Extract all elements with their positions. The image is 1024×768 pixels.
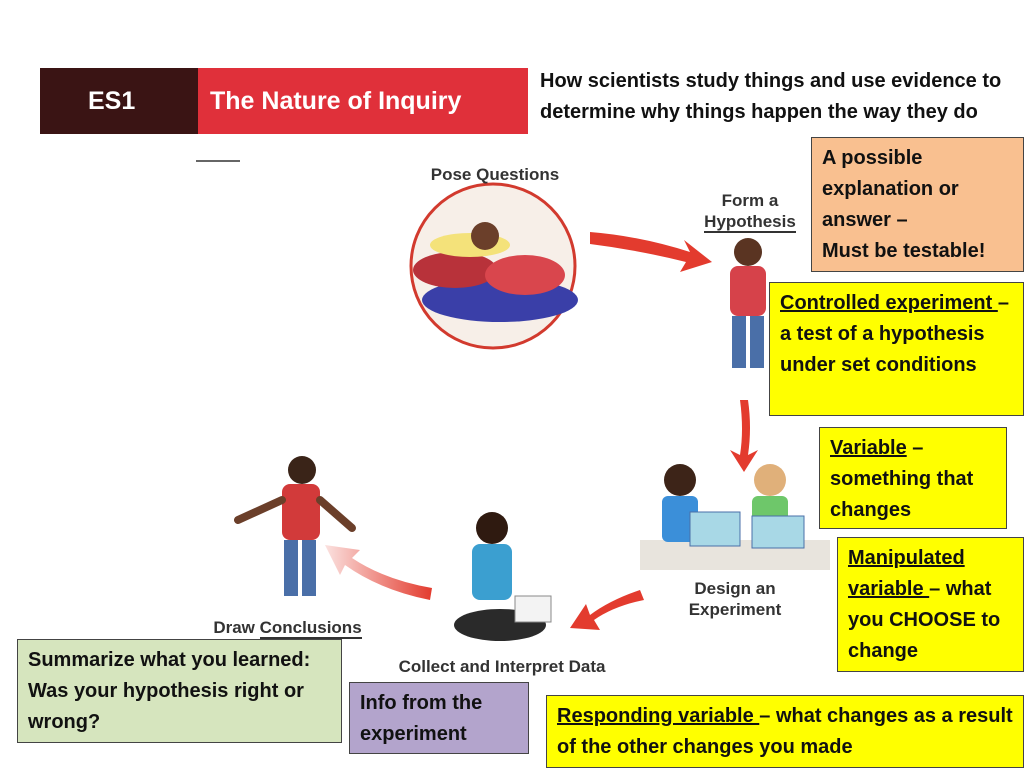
step-draw-word2: Conclusions <box>259 618 362 637</box>
hypothesis-figure <box>730 238 766 368</box>
controlled-experiment-callout <box>769 282 1024 416</box>
hypothesis-callout-line2: Must be testable! <box>822 240 986 262</box>
step-design-line2: Experiment <box>688 600 782 619</box>
arrow-collect-to-draw <box>325 545 432 600</box>
arrow-design-to-collect <box>570 590 644 630</box>
controlled-experiment-definition: – a test of a hypothesis under set conditions <box>780 292 1009 376</box>
manipulated-variable-definition: – what you CHOOSE to change <box>848 578 1001 662</box>
data-info-callout: Info from the experiment <box>349 682 529 754</box>
manipulated-variable-term: Manipulated variable <box>848 547 965 600</box>
step-pose-questions: Pose Questions <box>430 165 560 184</box>
step-draw-word1: Draw <box>213 618 255 637</box>
controlled-experiment-term: Controlled experiment <box>780 292 998 314</box>
variable-definition: – something that changes <box>830 437 974 521</box>
banner-title: The Nature of Inquiry <box>198 68 528 134</box>
conclusions-figure <box>238 456 352 596</box>
intro-text: How scientists study things and use evidence to determine why things happen the way they do <box>540 70 1002 123</box>
responding-variable-definition: – what changes as a result of the other changes you made <box>557 705 1013 758</box>
hypothesis-callout-line1: A possible explanation or answer – <box>822 147 959 231</box>
step-draw-conclusions <box>200 617 375 638</box>
responding-variable-term: Responding variable <box>557 705 760 727</box>
manipulated-variable-callout <box>837 537 1024 672</box>
collect-data-figure <box>454 512 551 641</box>
step-collect-data: Collect and Interpret Data <box>398 657 606 676</box>
step-design-experiment <box>670 578 800 620</box>
step-design-line1: Design an <box>694 579 776 598</box>
step-form-line1: Form a <box>721 191 779 210</box>
variable-callout <box>819 427 1007 529</box>
banner-code: ES1 <box>40 68 198 134</box>
hypothesis-callout <box>811 137 1024 272</box>
conclusions-callout: Summarize what you learned: Was your hypothesis right or wrong? <box>17 639 342 743</box>
step-form-hypothesis <box>690 190 810 232</box>
arrow-pose-to-form <box>590 232 712 272</box>
pose-questions-image <box>411 184 578 348</box>
responding-variable-callout <box>546 695 1024 768</box>
step-form-line2: Hypothesis <box>704 212 796 231</box>
design-experiment-image <box>640 464 830 570</box>
arrow-form-to-design <box>730 400 758 472</box>
variable-term: Variable <box>830 437 907 459</box>
